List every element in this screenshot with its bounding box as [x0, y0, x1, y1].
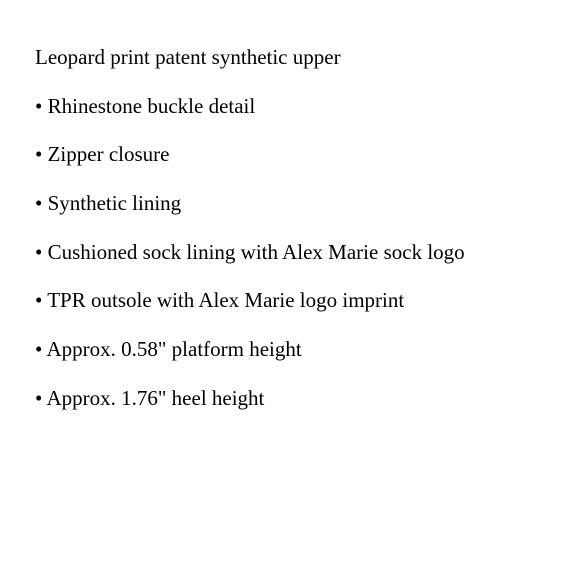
description-line-heel-height: • Approx. 1.76" heel height: [35, 385, 265, 410]
description-line-outsole: • TPR outsole with Alex Marie logo imprint: [35, 288, 405, 313]
description-line-material: Leopard print patent synthetic upper: [35, 45, 341, 69]
description-line-platform-height: • Approx. 0.58" platform height: [35, 337, 302, 362]
description-line-sock-lining: • Cushioned sock lining with Alex Marie sock logo: [35, 239, 465, 264]
product-description: [35, 44, 570, 434]
description-line-closure: • Zipper closure: [35, 142, 170, 167]
description-line-buckle: • Rhinestone buckle detail: [35, 93, 256, 118]
description-line-lining: • Synthetic lining: [35, 191, 182, 216]
